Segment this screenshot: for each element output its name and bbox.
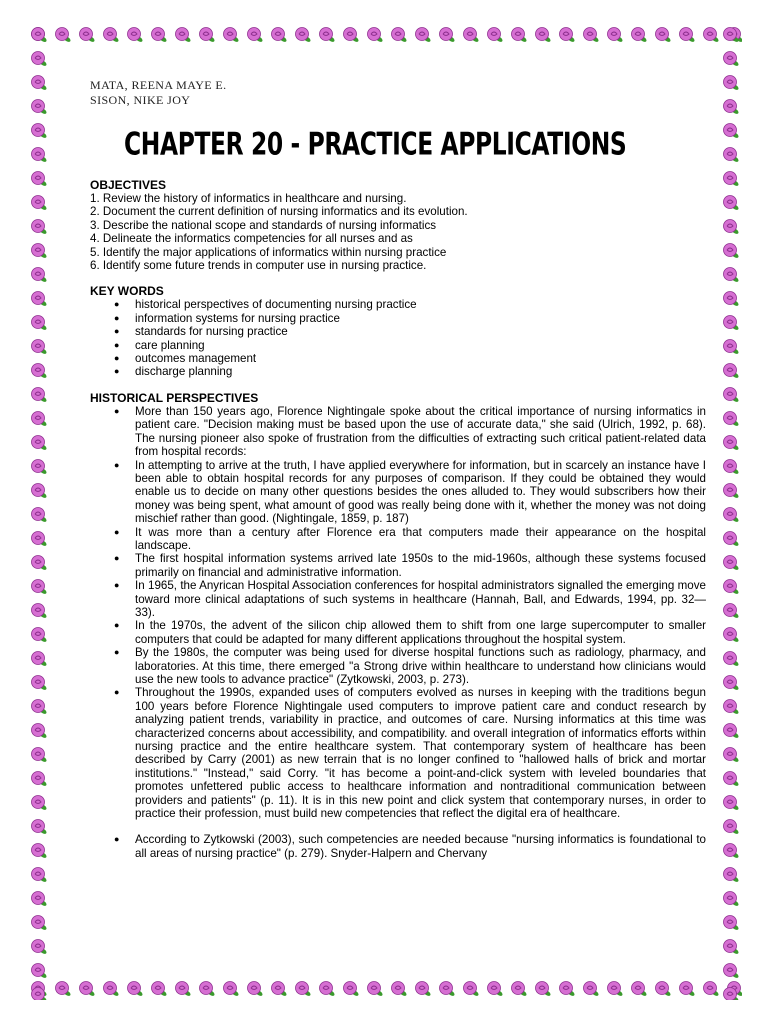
rose-icon <box>32 892 48 908</box>
rose-icon <box>32 532 48 548</box>
paragraph-text: By the 1980s, the computer was being used for diverse hospital functions such as radiology, pharmacy, and laboratories. At this time, there emerged "a Strong drive within healthcare to understand how clinicians would use the new tools to advance practice" (Zytkowski, 2003, p. 273). <box>135 646 706 686</box>
rose-icon <box>724 244 740 260</box>
list-item <box>90 312 706 325</box>
rose-icon <box>536 28 552 44</box>
rose-icon <box>724 532 740 548</box>
rose-icon <box>440 982 456 998</box>
paragraph-text: It was more than a century after Florence era that computers made their appearance on the hospital landscape. <box>135 525 706 552</box>
key-word: information systems for nursing practice <box>135 311 340 325</box>
rose-icon <box>724 484 740 500</box>
rose-icon <box>176 982 192 998</box>
rose-icon <box>724 652 740 668</box>
key-words-list <box>90 298 706 378</box>
rose-icon <box>32 28 48 44</box>
rose-icon <box>32 604 48 620</box>
rose-icon <box>656 982 672 998</box>
rose-icon <box>152 982 168 998</box>
rose-icon <box>724 292 740 308</box>
bullet-icon: ● <box>114 366 120 377</box>
rose-icon <box>80 28 96 44</box>
rose-icon <box>392 28 408 44</box>
bullet-icon: ● <box>114 526 120 537</box>
rose-icon <box>724 772 740 788</box>
rose-icon <box>724 964 740 980</box>
rose-icon <box>224 28 240 44</box>
rose-icon <box>724 52 740 68</box>
rose-icon <box>32 964 48 980</box>
rose-icon <box>392 982 408 998</box>
bullet-icon: ● <box>114 339 120 350</box>
rose-icon <box>32 700 48 716</box>
floral-border-left <box>26 22 50 1000</box>
rose-icon <box>32 460 48 476</box>
rose-icon <box>296 28 312 44</box>
rose-icon <box>104 28 120 44</box>
key-word: discharge planning <box>135 365 233 379</box>
rose-icon <box>32 52 48 68</box>
rose-icon <box>152 28 168 44</box>
rose-icon <box>32 76 48 92</box>
rose-icon <box>32 652 48 668</box>
rose-icon <box>680 982 696 998</box>
bullet-icon: ● <box>114 834 120 845</box>
rose-icon <box>32 100 48 116</box>
rose-icon <box>32 340 48 356</box>
rose-icon <box>32 388 48 404</box>
objectives-heading: OBJECTIVES <box>90 178 167 192</box>
rose-icon <box>724 556 740 572</box>
key-word: outcomes management <box>135 352 257 366</box>
paragraph-text: In attempting to arrive at the truth, I have applied everywhere for information, but in scarcely an instance have I been able to obtain hospital records for any purposes of comparison. If they could be obtained they would enable us to decide on many other questions besides the ones alluded to. They would subscribers how their money was being spent, what amount of good was really being done with it, whether the money was not doing mischief rather than good. (Nightingale, 1859, p. 187) <box>135 458 706 526</box>
rose-icon <box>32 628 48 644</box>
rose-icon <box>464 982 480 998</box>
historical-perspectives-section <box>90 391 706 860</box>
rose-icon <box>724 748 740 764</box>
rose-icon <box>440 28 456 44</box>
rose-icon <box>488 982 504 998</box>
bullet-icon: ● <box>114 353 120 364</box>
objective-item: 5. Identify the major applications of informatics within nursing practice <box>90 245 447 259</box>
rose-icon <box>32 508 48 524</box>
rose-icon <box>724 628 740 644</box>
rose-icon <box>32 916 48 932</box>
bullet-icon: ● <box>114 620 120 631</box>
paragraph-text: More than 150 years ago, Florence Nightingale spoke about the critical importance of nursing informatics in patient care. "Decision making must be based upon the use of accurate data," she said (Ulrich, 1992, p. 68). The nursing pioneer also spoke of frustration from the difficulties of extracting such critical patient-related data from hospital records: <box>135 404 706 459</box>
rose-icon <box>724 820 740 836</box>
rose-icon <box>224 982 240 998</box>
rose-icon <box>608 982 624 998</box>
rose-icon <box>32 724 48 740</box>
historical-heading: HISTORICAL PERSPECTIVES <box>90 390 259 405</box>
rose-icon <box>724 580 740 596</box>
rose-icon <box>32 244 48 260</box>
rose-icon <box>128 982 144 998</box>
rose-icon <box>724 364 740 380</box>
rose-icon <box>320 982 336 998</box>
list-item <box>90 365 706 378</box>
rose-icon <box>32 436 48 452</box>
rose-icon <box>584 982 600 998</box>
rose-icon <box>416 28 432 44</box>
list-item <box>90 526 706 553</box>
rose-icon <box>724 844 740 860</box>
rose-icon <box>724 700 740 716</box>
list-item <box>90 298 706 311</box>
list-item <box>90 352 706 365</box>
rose-icon <box>248 28 264 44</box>
bullet-icon: ● <box>114 459 120 470</box>
objectives-section <box>90 178 706 272</box>
rose-icon <box>724 316 740 332</box>
objective-item: 3. Describe the national scope and standards of nursing informatics <box>90 218 437 232</box>
rose-icon <box>724 172 740 188</box>
rose-icon <box>724 148 740 164</box>
rose-icon <box>724 196 740 212</box>
key-word: historical perspectives of documenting nursing practice <box>135 298 417 312</box>
rose-icon <box>724 412 740 428</box>
bullet-icon: ● <box>114 553 120 564</box>
key-word: standards for nursing practice <box>135 325 288 339</box>
rose-icon <box>724 676 740 692</box>
rose-icon <box>32 124 48 140</box>
rose-icon <box>32 556 48 572</box>
author-name: SISON, NIKE JOY <box>90 93 191 107</box>
rose-icon <box>32 580 48 596</box>
key-words-heading: KEY WORDS <box>90 284 164 299</box>
rose-icon <box>272 28 288 44</box>
author-name: MATA, REENA MAYE E. <box>90 78 227 92</box>
list-item <box>90 686 706 820</box>
rose-icon <box>296 982 312 998</box>
list-item <box>90 405 706 459</box>
rose-icon <box>32 172 48 188</box>
rose-icon <box>344 982 360 998</box>
list-item <box>90 646 706 686</box>
rose-icon <box>656 28 672 44</box>
rose-icon <box>200 28 216 44</box>
rose-icon <box>320 28 336 44</box>
list-item <box>90 459 706 526</box>
bullet-icon: ● <box>114 687 120 698</box>
floral-border-right <box>718 22 742 1000</box>
rose-icon <box>724 100 740 116</box>
chapter-title: CHAPTER 20 - PRACTICE APPLICATIONS <box>124 126 627 163</box>
rose-icon <box>56 28 72 44</box>
rose-icon <box>632 982 648 998</box>
rose-icon <box>272 982 288 998</box>
paragraph-text: According to Zytkowski (2003), such competencies are needed because "nursing informatics is foundational to all areas of nursing practice" (p. 279). Snyder-Halpern and Chervany <box>135 833 706 860</box>
rose-icon <box>724 988 740 1001</box>
rose-icon <box>200 982 216 998</box>
list-item <box>90 619 706 646</box>
rose-icon <box>724 340 740 356</box>
rose-icon <box>32 940 48 956</box>
bullet-icon: ● <box>114 580 120 591</box>
rose-icon <box>724 388 740 404</box>
rose-icon <box>32 676 48 692</box>
rose-icon <box>724 796 740 812</box>
rose-icon <box>128 28 144 44</box>
bullet-icon: ● <box>114 326 120 337</box>
rose-icon <box>32 412 48 428</box>
rose-icon <box>80 982 96 998</box>
rose-icon <box>32 868 48 884</box>
rose-icon <box>32 796 48 812</box>
list-item <box>90 325 706 338</box>
list-item <box>90 339 706 352</box>
rose-icon <box>56 982 72 998</box>
rose-icon <box>32 268 48 284</box>
paragraph-text: The first hospital information systems arrived late 1950s to the mid-1960s, although these systems focused primarily on financial and administrative information. <box>135 552 706 579</box>
bullet-icon: ● <box>114 299 120 310</box>
key-words-section <box>90 284 706 378</box>
bullet-icon: ● <box>114 405 120 416</box>
bullet-icon: ● <box>114 312 120 323</box>
paragraph-text: In the 1970s, the advent of the silicon chip allowed them to shift from one large supercomputer to smaller computers that could be adapted for many different applications throughout the hospital system. <box>135 619 706 646</box>
author-list <box>90 78 706 108</box>
rose-icon <box>724 268 740 284</box>
rose-icon <box>32 292 48 308</box>
rose-icon <box>724 604 740 620</box>
rose-icon <box>176 28 192 44</box>
bullet-icon: ● <box>114 647 120 658</box>
rose-icon <box>32 748 48 764</box>
rose-icon <box>32 196 48 212</box>
rose-icon <box>104 982 120 998</box>
rose-icon <box>724 916 740 932</box>
objective-item: 2. Document the current definition of nursing informatics and its evolution. <box>90 205 468 219</box>
rose-icon <box>724 28 740 44</box>
rose-icon <box>344 28 360 44</box>
rose-icon <box>32 772 48 788</box>
rose-icon <box>32 844 48 860</box>
rose-icon <box>536 982 552 998</box>
rose-icon <box>32 820 48 836</box>
rose-icon <box>560 982 576 998</box>
rose-icon <box>724 436 740 452</box>
objective-item: 1. Review the history of informatics in healthcare and nursing. <box>90 192 407 205</box>
rose-icon <box>724 220 740 236</box>
list-item <box>90 833 706 860</box>
floral-border-bottom <box>26 976 742 1000</box>
rose-icon <box>724 892 740 908</box>
rose-icon <box>724 940 740 956</box>
rose-icon <box>464 28 480 44</box>
rose-icon <box>488 28 504 44</box>
objective-item: 6. Identify some future trends in computer use in nursing practice. <box>90 259 427 273</box>
list-item <box>90 579 706 619</box>
rose-icon <box>724 508 740 524</box>
rose-icon <box>724 76 740 92</box>
rose-icon <box>368 28 384 44</box>
rose-icon <box>608 28 624 44</box>
rose-icon <box>724 868 740 884</box>
historical-list <box>90 405 706 860</box>
rose-icon <box>512 982 528 998</box>
rose-icon <box>632 28 648 44</box>
list-item <box>90 552 706 579</box>
rose-icon <box>416 982 432 998</box>
rose-icon <box>724 724 740 740</box>
rose-icon <box>724 460 740 476</box>
paragraph-text: In 1965, the Anyrican Hospital Association conferences for hospital administrators signalled the emerging move toward more clinical adaptations of such systems in healthcare (Hannah, Ball, and Edwards, 1994, pp. 32—33). <box>135 579 706 619</box>
rose-icon <box>512 28 528 44</box>
rose-icon <box>32 364 48 380</box>
rose-icon <box>680 28 696 44</box>
key-word: care planning <box>135 338 205 352</box>
rose-icon <box>584 28 600 44</box>
rose-icon <box>32 316 48 332</box>
objective-item: 4. Delineate the informatics competencies for all nurses and as <box>90 232 413 246</box>
rose-icon <box>32 484 48 500</box>
rose-icon <box>560 28 576 44</box>
rose-icon <box>32 148 48 164</box>
rose-icon <box>248 982 264 998</box>
rose-icon <box>368 982 384 998</box>
paragraph-text: Throughout the 1990s, expanded uses of computers evolved as nurses in keeping with the traditions begun 100 years before Florence Nightingale used computers to improve patient care and conduct research by analyzing patient trends, variability in practice, and outcomes of care. Nursing informatics at this time was characterized concerns about accessibility, and compatibility. and overall integration of informatics efforts within nursing practice and the entire healthcare system. That contemporary system of healthcare has been described by Carry (2001) as new terrain that is no longer confined to "hallowed halls of brick and mortar institutions." "Instead," said Corry. "it has become a point-and-click system with leveled boundaries that promotes unfettered public access to healthcare information and nontraditional communication between providers and patients" (p. 11). It is in this new point and click system that contemporary nurses, in order to practice their profession, must build new competencies that reflect the digital era of healthcare. <box>135 686 706 821</box>
rose-icon <box>32 220 48 236</box>
document-body <box>90 78 706 860</box>
rose-icon <box>724 124 740 140</box>
floral-border-top <box>26 22 742 46</box>
rose-icon <box>32 988 48 1001</box>
